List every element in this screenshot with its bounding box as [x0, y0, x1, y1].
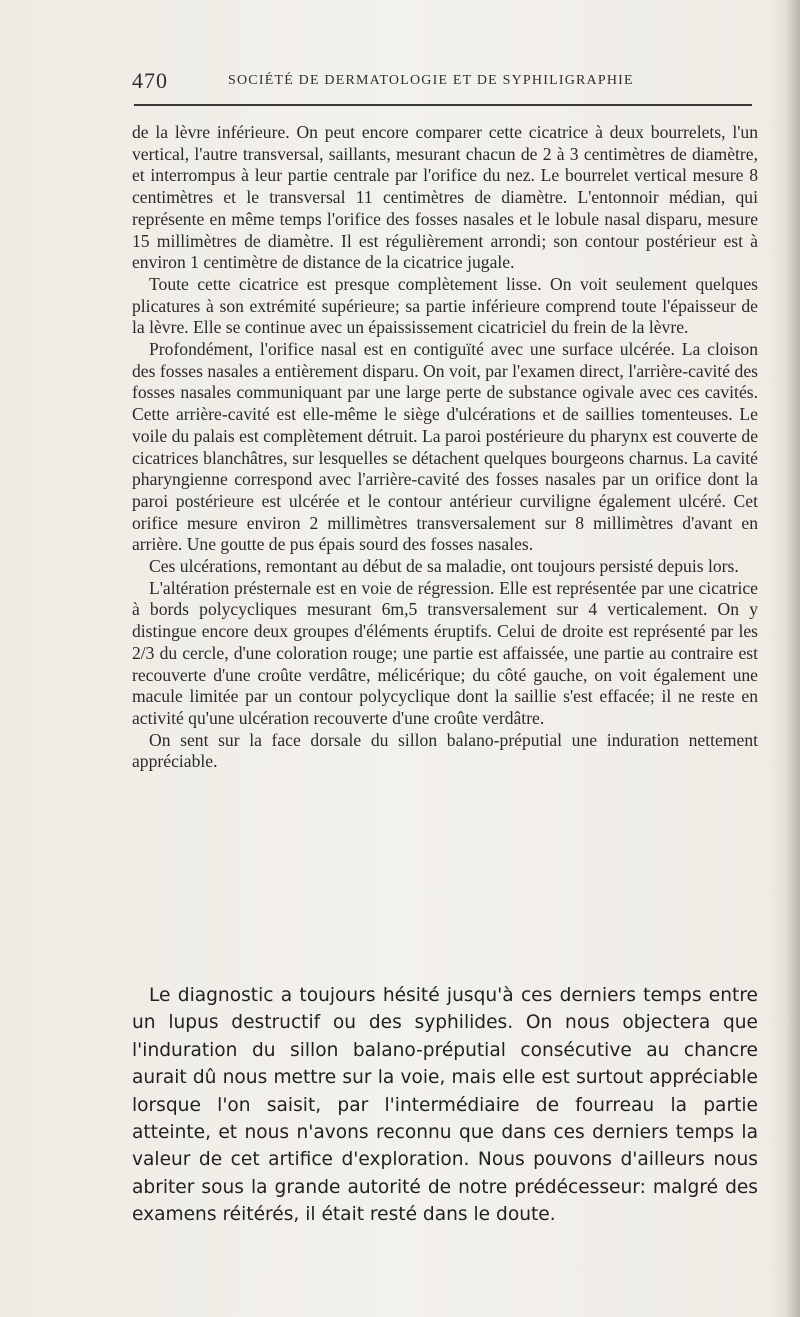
page-edge-shadow: [786, 0, 800, 1317]
body-text: [132, 122, 758, 773]
paragraph-deep-lesions: Profondément, l'orifice nasal est en contiguïté avec une surface ulcérée. La cloison des fosses nasales a entièrement disparu. On voit, par l'examen direct, l'arrière-cavité des fosses nasales communiquant par une large perte de substance ogivale avec ces cavités. Cette arrière-cavité est elle-même le siège d'ulcérations et de saillies tomenteuses. Le voile du palais est complètement détruit. La paroi postérieure du pharynx est couverte de cicatrices blanchâtres, sur lesquelles se détachent quelques bourgeons charnus. La cavité pharyngienne correspond avec l'arrière-cavité des fosses nasales par un orifice dont la paroi postérieure est ulcérée et le contour antérieur curviligne également ulcéré. Cet orifice mesure environ 2 millimètres transversalement sur 8 millimètres d'avant en arrière. Une goutte de pus épais sourd des fosses nasales.: [132, 339, 758, 555]
page-number: 470: [132, 68, 168, 93]
header-rule: [134, 104, 752, 106]
paragraph-ulceration-history: Ces ulcérations, remontant au début de sa maladie, ont toujours persisté depuis lors.: [149, 556, 739, 577]
paragraph-diagnosis: Le diagnostic a toujours hésité jusqu'à ces derniers temps entre un lupus destructif ou des syphilides. On nous objectera que l'induration du sillon balano-préputial consécutive au chancre aurait dû nous mettre sur la voie, mais elle est surtout appréciable lorsque l'on saisit, par l'intermédiaire de fourreau la partie atteinte, et nous n'avons reconnu que dans ces derniers temps la valeur de cet artifice d'exploration. Nous pouvons d'ailleurs nous abriter sous la grande autorité de notre prédécesseur: malgré des examens réitérés, il était resté dans le doute.: [132, 985, 758, 1226]
paragraph-scar-description: de la lèvre inférieure. On peut encore comparer cette cicatrice à deux bourrelets, l'un vertical, l'autre transversal, saillants, mesurant chacun de 2 à 3 centimètres de diamètre, et interrompus à leur partie centrale par l'orifice du nez. Le bourrelet vertical mesure 8 centimètres et le transversal 11 centimètres de diamètre. L'entonnoir médian, qui représente en même temps l'orifice des fosses nasales et le lobule nasal disparu, mesure 15 millimètres de diamètre. Il est régulièrement arrondi; son contour postérieur est à environ 1 centimètre de distance de la cicatrice jugale.: [132, 122, 758, 273]
paragraph-presternal-alteration: L'altération présternale est en voie de régression. Elle est représentée par une cicatrice à bords polycycliques mesurant 6m,5 transversalement sur 4 verticalement. On y distingue encore deux groupes d'éléments éruptifs. Celui de droite est représenté par les 2/3 du cercle, d'une coloration rouge; une partie est affaissée, une partie au contraire est recouverte d'une croûte verdâtre, mélicérique; du côté gauche, on voit également une macule limitée par un contour polycyclique dont la saillie s'est effacée; il ne reste en activité qu'une ulcération recouverte d'une croûte verdâtre.: [132, 577, 758, 728]
running-title: SOCIÉTÉ DE DERMATOLOGIE ET DE SYPHILIGRAPHIE: [228, 73, 634, 88]
paragraph-smooth-scar: Toute cette cicatrice est presque complètement lisse. On voit seulement quelques plicatures à son extrémité supérieure; sa partie inférieure comprend toute l'épaisseur de la lèvre. Elle se continue avec un épaississement cicatriciel du frein de la lèvre.: [132, 273, 758, 338]
page-header: [132, 68, 756, 96]
diagnosis-section: [132, 982, 758, 1229]
paragraph-induration: On sent sur la face dorsale du sillon balano-préputial une induration nettement appréciable.: [132, 729, 758, 772]
